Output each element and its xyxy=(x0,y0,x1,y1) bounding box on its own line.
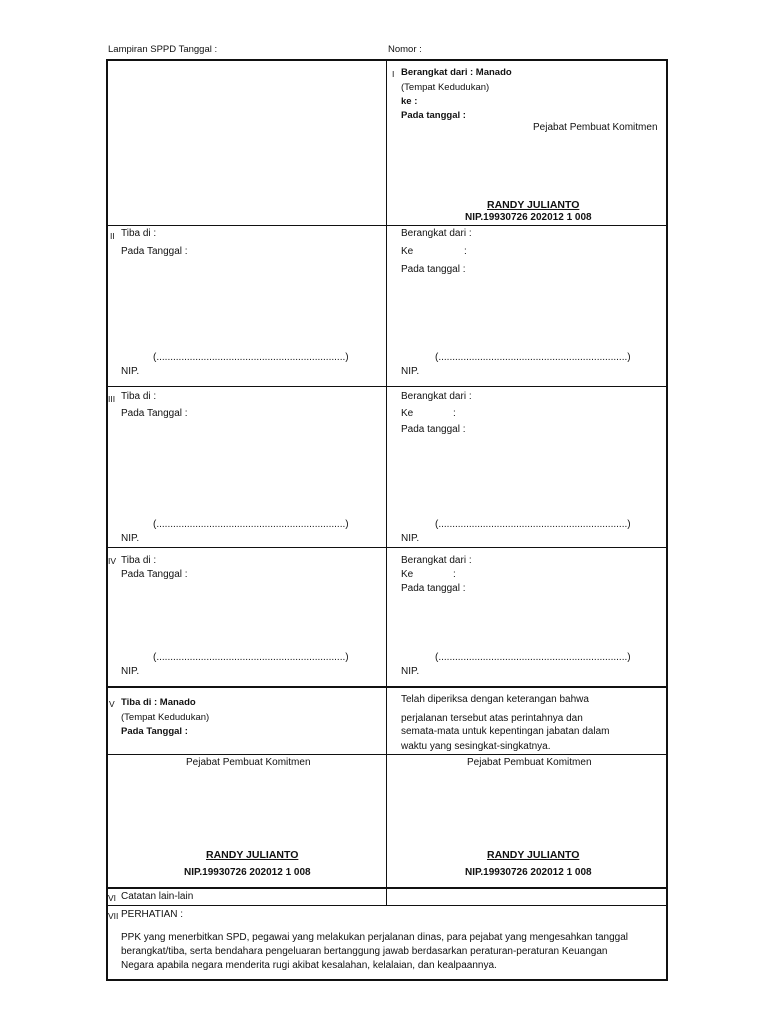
section-5-checked-line-3: semata-mata untuk kepentingan jabatan dalam xyxy=(401,726,610,737)
divider-7 xyxy=(107,905,667,906)
section-7-roman: VII xyxy=(108,911,119,921)
section-4-ke-colon: : xyxy=(453,569,456,580)
section-6-roman: VI xyxy=(108,893,117,903)
center-divider xyxy=(386,60,387,887)
section-6-catatan: Catatan lain-lain xyxy=(121,891,194,902)
section-1-pejabat: Pejabat Pembuat Komitmen xyxy=(533,122,658,133)
section-4-signature-line: (....................................................................) xyxy=(153,652,349,663)
section-1-berangkat-label: Berangkat dari xyxy=(401,67,468,78)
section-5-right-pejabat: Pejabat Pembuat Komitmen xyxy=(467,757,592,768)
section-3-berangkat: Berangkat dari : xyxy=(401,391,472,402)
header-nomor: Nomor : xyxy=(388,44,422,55)
section-2-signature-line: (....................................................................) xyxy=(153,352,349,363)
section-4-signature-line-right: (....................................................................) xyxy=(435,652,631,663)
section-2-signature-line-right: (....................................................................) xyxy=(435,352,631,363)
section-2-nip: NIP. xyxy=(121,366,140,377)
section-1-name: RANDY JULIANTO xyxy=(487,199,580,211)
section-2-nip-right: NIP. xyxy=(401,366,420,377)
section-3-signature-line: (....................................................................) xyxy=(153,519,349,530)
section-5-checked-line-1: Telah diperiksa dengan keterangan bahwa xyxy=(401,694,589,705)
section-7-perhatian: PERHATIAN : xyxy=(121,909,184,920)
section-3-ke-colon: : xyxy=(453,408,456,419)
section-5-roman: V xyxy=(109,699,115,709)
section-4-nip: NIP. xyxy=(121,666,140,677)
divider-6 xyxy=(107,887,667,889)
section-3-pada-tanggal-right: Pada tanggal : xyxy=(401,424,466,435)
section-5-tempat: (Tempat Kedudukan) xyxy=(121,712,210,723)
section-5-checked-line-4: waktu yang sesingkat-singkatnya. xyxy=(401,741,551,752)
divider-4 xyxy=(107,686,667,688)
section-4-pada-tanggal-right: Pada tanggal : xyxy=(401,583,466,594)
section-5-tiba-value: : Manado xyxy=(154,697,196,708)
section-2-ke: Ke xyxy=(401,246,414,257)
divider-2 xyxy=(107,386,667,387)
section-3-tiba: Tiba di : xyxy=(121,391,157,402)
section-4-berangkat: Berangkat dari : xyxy=(401,555,472,566)
section-5-left-pejabat: Pejabat Pembuat Komitmen xyxy=(186,757,311,768)
section-7-note-line-3: Negara apabila negara menderita rugi akibat kesalahan, kelalaian, dan kealpaannya. xyxy=(121,960,497,971)
section-4-tiba: Tiba di : xyxy=(121,555,157,566)
section-5-tiba-label: Tiba di xyxy=(121,697,152,708)
section-1-nip: NIP.19930726 202012 1 008 xyxy=(465,212,592,223)
section-5-right-name: RANDY JULIANTO xyxy=(487,849,580,861)
divider-3 xyxy=(107,547,667,548)
section-7-note-line-2: berangkat/tiba, serta bendahara pengeluaran bertanggung jawab berdasarkan peraturan-peraturan Keuangan xyxy=(121,946,608,957)
section-3-nip-right: NIP. xyxy=(401,533,420,544)
divider-1 xyxy=(107,225,667,226)
section-2-ke-colon: : xyxy=(464,246,467,257)
section-4-nip-right: NIP. xyxy=(401,666,420,677)
section-2-berangkat: Berangkat dari : xyxy=(401,228,472,239)
section-5-left-nip: NIP.19930726 202012 1 008 xyxy=(184,867,311,878)
section-3-signature-line-right: (....................................................................) xyxy=(435,519,631,530)
section-3-ke: Ke xyxy=(401,408,414,419)
section-5-left-name: RANDY JULIANTO xyxy=(206,849,299,861)
header-lampiran: Lampiran SPPD Tanggal : xyxy=(108,44,218,55)
section-5-checked-line-2: perjalanan tersebut atas perintahnya dan xyxy=(401,713,583,724)
section-1-ke: ke : xyxy=(401,96,418,107)
section-1-roman: I xyxy=(392,69,395,79)
section-3-pada-tanggal: Pada Tanggal : xyxy=(121,408,188,419)
section-2-pada-tanggal: Pada Tanggal : xyxy=(121,246,188,257)
section-2-pada-tanggal-right: Pada tanggal : xyxy=(401,264,466,275)
section-5-right-nip: NIP.19930726 202012 1 008 xyxy=(465,867,592,878)
section-1-tempat: (Tempat Kedudukan) xyxy=(401,82,490,93)
section-1-berangkat-value: : Manado xyxy=(470,67,512,78)
section-1-pada-tanggal: Pada tanggal : xyxy=(401,110,466,121)
section-4-ke: Ke xyxy=(401,569,414,580)
section-3-nip: NIP. xyxy=(121,533,140,544)
section-4-pada-tanggal: Pada Tanggal : xyxy=(121,569,188,580)
section-3-roman: III xyxy=(108,394,116,404)
section-4-roman: IV xyxy=(108,556,117,566)
divider-5 xyxy=(107,754,667,755)
section-2-tiba: Tiba di : xyxy=(121,228,157,239)
section-7-note-line-1: PPK yang menerbitkan SPD, pegawai yang melakukan perjalanan dinas, para pejabat yang mengesahkan tanggal xyxy=(121,932,629,943)
section-2-roman: II xyxy=(110,231,115,241)
catatan-divider xyxy=(386,888,387,906)
section-5-pada-tanggal: Pada Tanggal : xyxy=(121,726,188,737)
